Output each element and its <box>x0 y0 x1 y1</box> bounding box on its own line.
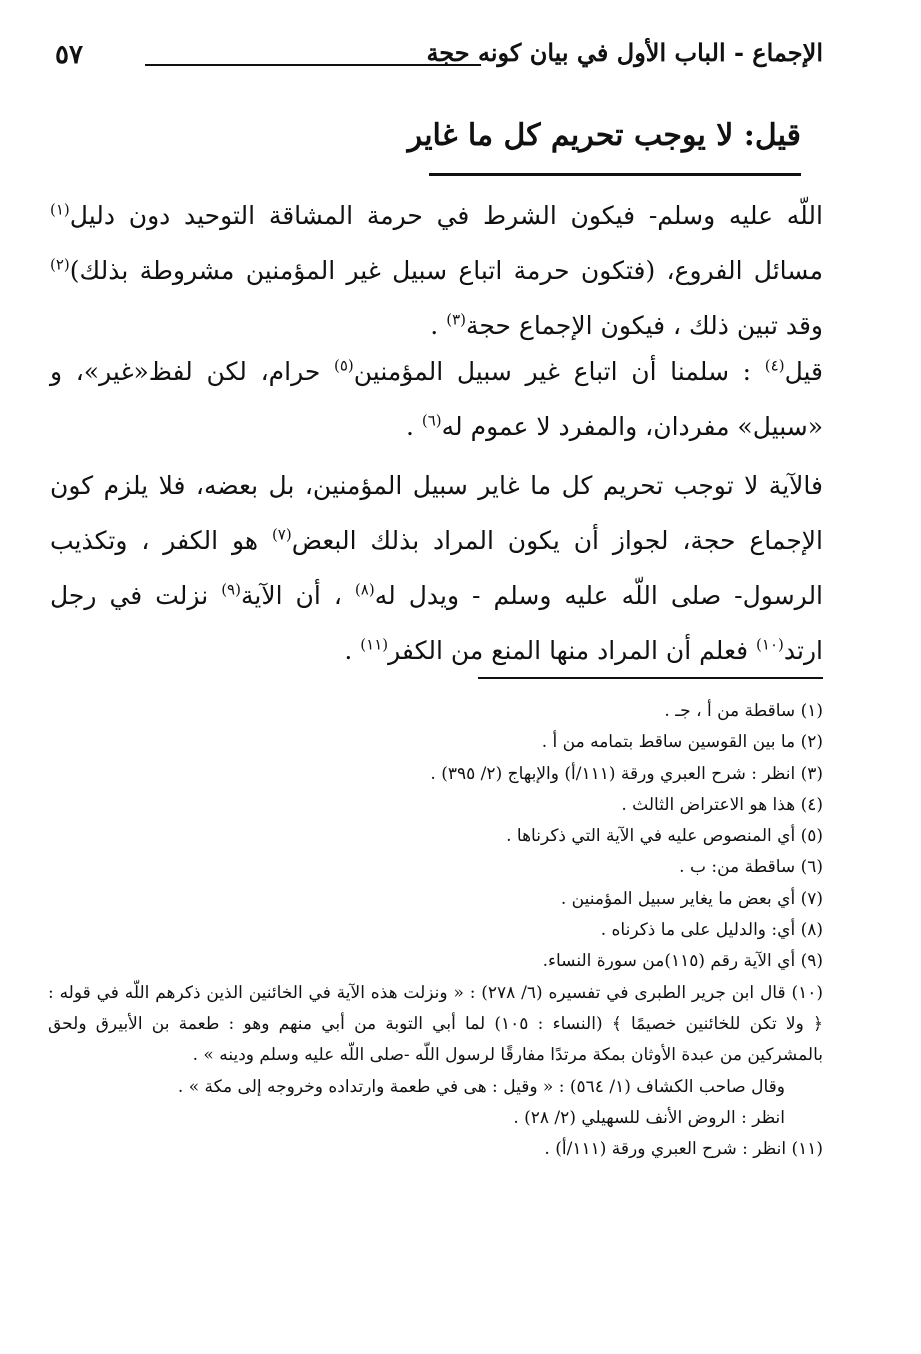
p3-text: فعلم أن المراد منها المنع من الكفر <box>388 636 757 665</box>
running-header <box>40 30 823 80</box>
running-header-title: الإجماع - الباب الأول في بيان كونه حجة <box>426 38 823 67</box>
footnote-11: (١١) انظر : شرح العبري ورقة (١١١/أ) . <box>544 1139 823 1160</box>
p3-text: هو الكفر ، وتكذيب الرسول- صلى اللّه عليه وسلم - ويدل له <box>50 526 824 610</box>
footnote-ref-3[interactable]: (٣) <box>446 310 466 329</box>
footnote-ref-10[interactable]: (١٠) <box>756 635 784 654</box>
page-number: ٥٧ <box>55 40 83 70</box>
footnote-ref-1[interactable]: (١) <box>50 200 70 219</box>
footnote-ref-6[interactable]: (٦) <box>421 411 442 430</box>
p1-text: وقد تبين ذلك ، فيكون الإجماع حجة <box>465 311 823 340</box>
footnote-10-reference: انظر : الروض الأنف للسهيلي (٢/ ٢٨) . <box>513 1107 785 1128</box>
footnote-ref-2[interactable]: (٢) <box>50 255 70 274</box>
footnote-2: (٢) ما بين القوسين ساقط بتمامه من أ . <box>541 732 823 753</box>
paragraph-2 <box>50 344 823 454</box>
footnote-6: (٦) ساقطة من: ب . <box>679 857 823 878</box>
p2-text: . <box>405 412 422 441</box>
heading-rule <box>429 173 801 176</box>
paragraph-3 <box>50 458 823 678</box>
footnote-separator <box>478 677 823 679</box>
section-heading: قيل: لا يوجب تحريم كل ما غاير <box>407 118 801 153</box>
footnote-5: (٥) أي المنصوص عليه في الآية التي ذكرناها . <box>506 826 823 847</box>
p1-text: . <box>430 311 447 340</box>
footnote-ref-11[interactable]: (١١) <box>360 635 389 654</box>
footnotes <box>48 696 823 1165</box>
p1-text: اللّه عليه وسلم- فيكون الشرط في حرمة المشاقة التوحيد دون دليل <box>69 201 823 230</box>
p3-text: ، أن الآية <box>240 581 355 610</box>
p2-text: : سلمنا أن اتباع غير سبيل المؤمنين <box>353 357 765 386</box>
footnote-10-continuation: وقال صاحب الكشاف (١/ ٥٦٤) : « وقيل : هى في طعمة وارتداده وخروجه إلى مكة » . <box>177 1076 785 1097</box>
p2-text: قيل <box>784 357 823 386</box>
paragraph-1 <box>50 188 823 353</box>
p3-text: نزلت في رجل ارتد <box>50 581 823 665</box>
footnote-1: (١) ساقطة من أ ، جـ . <box>664 701 823 721</box>
footnote-ref-7[interactable]: (٧) <box>271 525 292 544</box>
footnote-3: (٣) انظر : شرح العبري ورقة (١١١/أ) والإبهاج (٢/ ٣٩٥) . <box>430 763 823 784</box>
footnote-4: (٤) هذا هو الاعتراض الثالث . <box>621 794 823 815</box>
footnote-ref-9[interactable]: (٩) <box>221 580 241 599</box>
p2-text: حرام، لكن لفظ«غير»، و «سبيل» مفردان، والمفرد لا عموم له <box>50 357 823 441</box>
p1-text: مسائل الفروع، (فتكون حرمة اتباع سبيل غير المؤمنين مشروطة بذلك) <box>69 256 823 285</box>
footnote-10: (١٠) قال ابن جرير الطبرى في تفسيره (٦/ ٢٧٨) : « ونزلت هذه الآية في الخائنين الذين ذكرهم اللّه في قوله : ﴿ ولا تكن للخائنين خصيمًا ﴾ (النساء : ١٠٥) لما أبي التوبة من أبي منهم وهو : طعمة بن الأبيرق ولحق بالمشركين من عبدة الأوثان بمكة مرتدًا مفارقًا لرسول اللّه -صلى اللّه عليه وسلم ودينه » . <box>48 982 823 1066</box>
footnote-7: (٧) أي بعض ما يغاير سبيل المؤمنين . <box>560 888 823 909</box>
header-rule <box>145 64 481 66</box>
footnote-9: (٩) أي الآية رقم (١١٥)من سورة النساء. <box>542 951 823 972</box>
p3-text: فالآية لا توجب تحريم كل ما غاير سبيل المؤمنين، بل بعضه، فلا يلزم كون الإجماع حجة، لجواز أن يكون المراد بذلك البعض <box>50 471 824 555</box>
footnote-ref-8[interactable]: (٨) <box>354 580 375 599</box>
footnote-ref-5[interactable]: (٥) <box>333 356 354 375</box>
footnote-ref-4[interactable]: (٤) <box>764 356 785 375</box>
p3-text: . <box>344 636 361 665</box>
footnote-8: (٨) أي: والدليل على ما ذكرناه . <box>600 920 823 941</box>
